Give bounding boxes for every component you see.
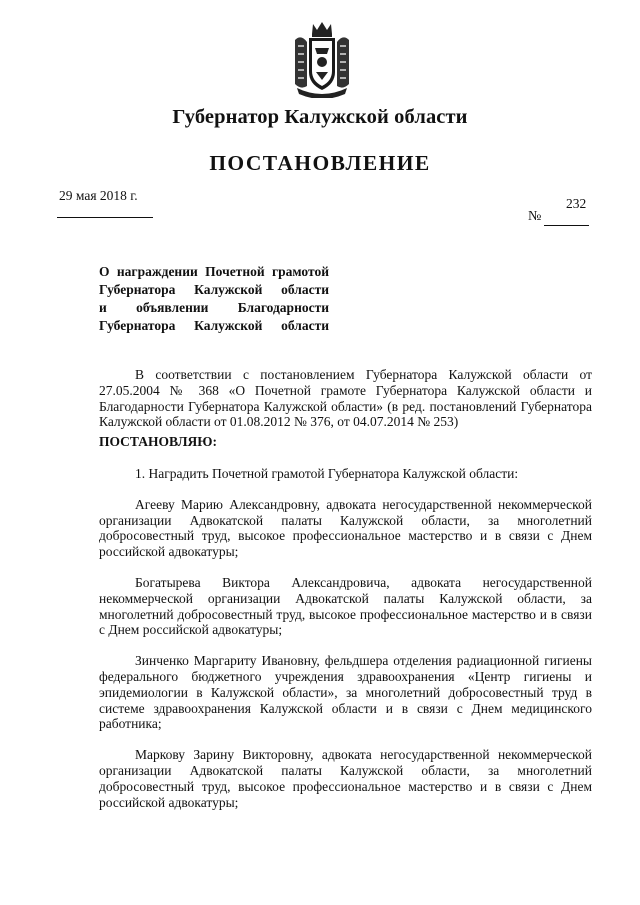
subject-line: и объявлении Благодарности — [99, 300, 329, 315]
number-underline — [544, 225, 589, 226]
document-number: 232 — [566, 196, 587, 211]
subject-line: Губернатора Калужской области — [99, 282, 329, 297]
paragraph: 1. Наградить Почетной грамотой Губернатора Калужской области: — [135, 465, 519, 481]
preamble-paragraph: В соответствии с постановлением Губернатора Калужской области от 27.05.2004 № 368 «О Почетной грамоте Губернатора Калужской области и Благодарности Губернатора Калужской области» (в ред. постановлений Губернатора Калужской области от 01.08.2012 № 376, от 04.07.2014 № 253) — [99, 367, 592, 430]
document-date: 29 мая 2018 г. — [59, 188, 138, 203]
paragraph: Зинченко Маргариту Ивановну, фельдшера отделения радиационной гигиены федерального бюджетного учреждения здравоохранения «Центр гигиены и эпидемиологии в Калужской области», за многолетний добросовестный труд в системе здравоохранения Калужской области и в связи с Днем медицинского работника; — [99, 653, 592, 732]
paragraph: Агееву Марию Александровну, адвоката негосударственной некоммерческой организации Адвокатской палаты Калужской области, за многолетний добросовестный труд, высокое профессиональное мастерство и в связи с Днем российской адвокатуры; — [99, 496, 592, 560]
number-sign: № — [528, 209, 542, 224]
document-type-title: ПОСТАНОВЛЕНИЕ — [209, 151, 431, 175]
decree-word: ПОСТАНОВЛЯЮ: — [99, 434, 217, 450]
document-body — [99, 367, 592, 825]
coat-of-arms-icon — [291, 20, 353, 98]
document-subject — [99, 263, 329, 335]
paragraph: Богатырева Виктора Александровича, адвоката негосударственной некоммерческой организации Адвокатской палаты Калужской области, за многолетний добросовестный труд, высокое профессиональное мастерство и в связи с Днем российской адвокатуры; — [99, 574, 592, 638]
paragraph: Маркову Зарину Викторовну, адвоката негосударственной некоммерческой организации Адвокатской палаты Калужской области, за многолетний добросовестный труд, высокое профессиональное мастерство и в связи с Днем российской адвокатуры; — [99, 747, 592, 810]
date-underline — [57, 217, 153, 218]
subject-line: Губернатора Калужской области — [99, 318, 329, 333]
authority-title: Губернатор Калужской области — [172, 106, 468, 128]
subject-line: О награждении Почетной грамотой — [99, 264, 329, 279]
